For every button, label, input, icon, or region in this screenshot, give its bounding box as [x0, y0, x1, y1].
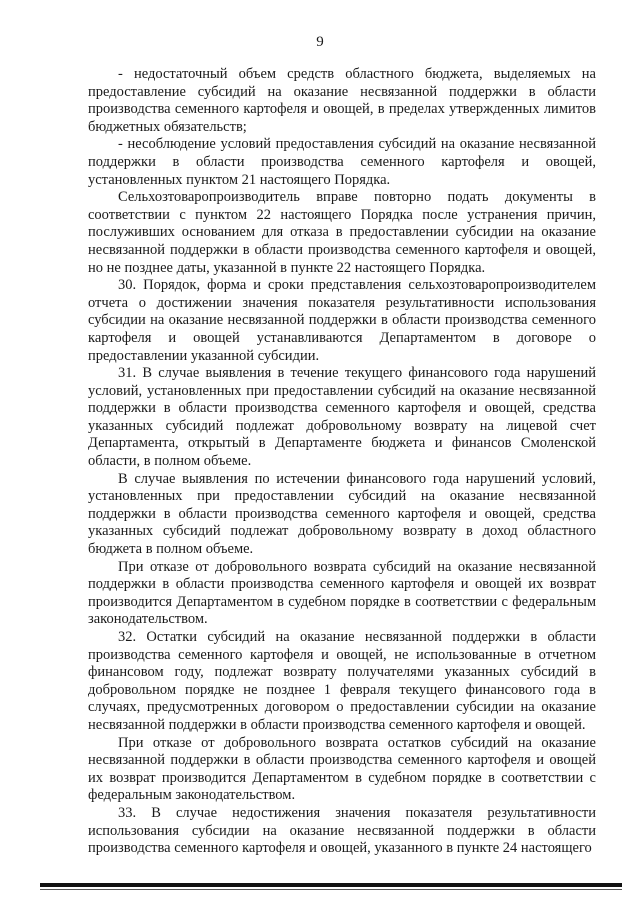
- paragraph-reason-budget: - недостаточный объем средств областного бюджета, выделяемых на предоставление субсидий на оказание несвязанной поддержки в области производства семенного картофеля и овощей, в пределах утвержденных лимитов бюджетных обязательств;: [88, 66, 596, 135]
- paragraph-after-year-violation: В случае выявления по истечении финансового года нарушений условий, установленных при предоставлении субсидий на оказание несвязанной поддержки в области производства семенного картофеля и овощей, средства указанных субсидий подлежат добровольному возврату в доход областного бюджета в полном объеме.: [88, 470, 596, 558]
- paragraph-refusal-return: При отказе от добровольного возврата субсидий на оказание несвязанной поддержки в области производства семенного картофеля и овощей их возврат производится Департаментом в судебном порядке в соответствии с федеральным законодательством.: [88, 558, 596, 628]
- paragraph-reason-conditions: - несоблюдение условий предоставления субсидий на оказание несвязанной поддержки в области производства семенного картофеля и овощей, установленных пунктом 21 настоящего Порядка.: [88, 136, 596, 188]
- paragraph-clause-32: 32. Остатки субсидий на оказание несвязанной поддержки в области производства семенного картофеля и овощей, не использованные в отчетном финансовом году, подлежат возврату получателями указанных субсидий в добровольном порядке не позднее 1 февраля текущего финансового года в случаях, предусмотренных договором о предоставлении субсидии на оказание несвязанной поддержки в области производства семенного картофеля и овощей.: [88, 629, 596, 733]
- paragraph-clause-33: 33. В случае недостижения значения показателя результативности использования субсидии на оказание несвязанной поддержки в области производства семенного картофеля и овощей, указанного в пункте 24 настоящего: [88, 804, 596, 857]
- footer-rule-thin: [40, 889, 622, 890]
- document-body: [88, 66, 596, 858]
- paragraph-resubmission: Сельхозтоваропроизводитель вправе повторно подать документы в соответствии с пунктом 22 настоящего Порядка после устранения причин, послуживших основанием для отказа в предоставлении субсидии на оказание несвязанной поддержки в области производства семенного картофеля и овощей, но не позднее даты, указанной в пункте 22 настоящего Порядка.: [88, 189, 596, 276]
- page-number: 9: [316, 34, 324, 50]
- paragraph-clause-31: 31. В случае выявления в течение текущего финансового года нарушений условий, установленных при предоставлении субсидий на оказание несвязанной поддержки в области производства семенного картофеля и овощей, средства указанных субсидий подлежат добровольному возврату на лицевой счет Департамента, открытый в Департаменте бюджета и финансов Смоленской области, в полном объеме.: [88, 365, 596, 470]
- paragraph-refusal-remainder: При отказе от добровольного возврата остатков субсидий на оказание несвязанной поддержки в области производства семенного картофеля и овощей их возврат производится Департаментом в судебном порядке в соответствии с федеральным законодательством.: [88, 734, 596, 804]
- paragraph-clause-30: 30. Порядок, форма и сроки представления сельхозтоваропроизводителем отчета о достижении значения показателя результативности использования субсидии на оказание несвязанной поддержки в области производства семенного картофеля и овощей устанавливаются Департаментом в договоре о предоставлении указанной субсидии.: [88, 277, 596, 364]
- footer-rule: [40, 883, 622, 887]
